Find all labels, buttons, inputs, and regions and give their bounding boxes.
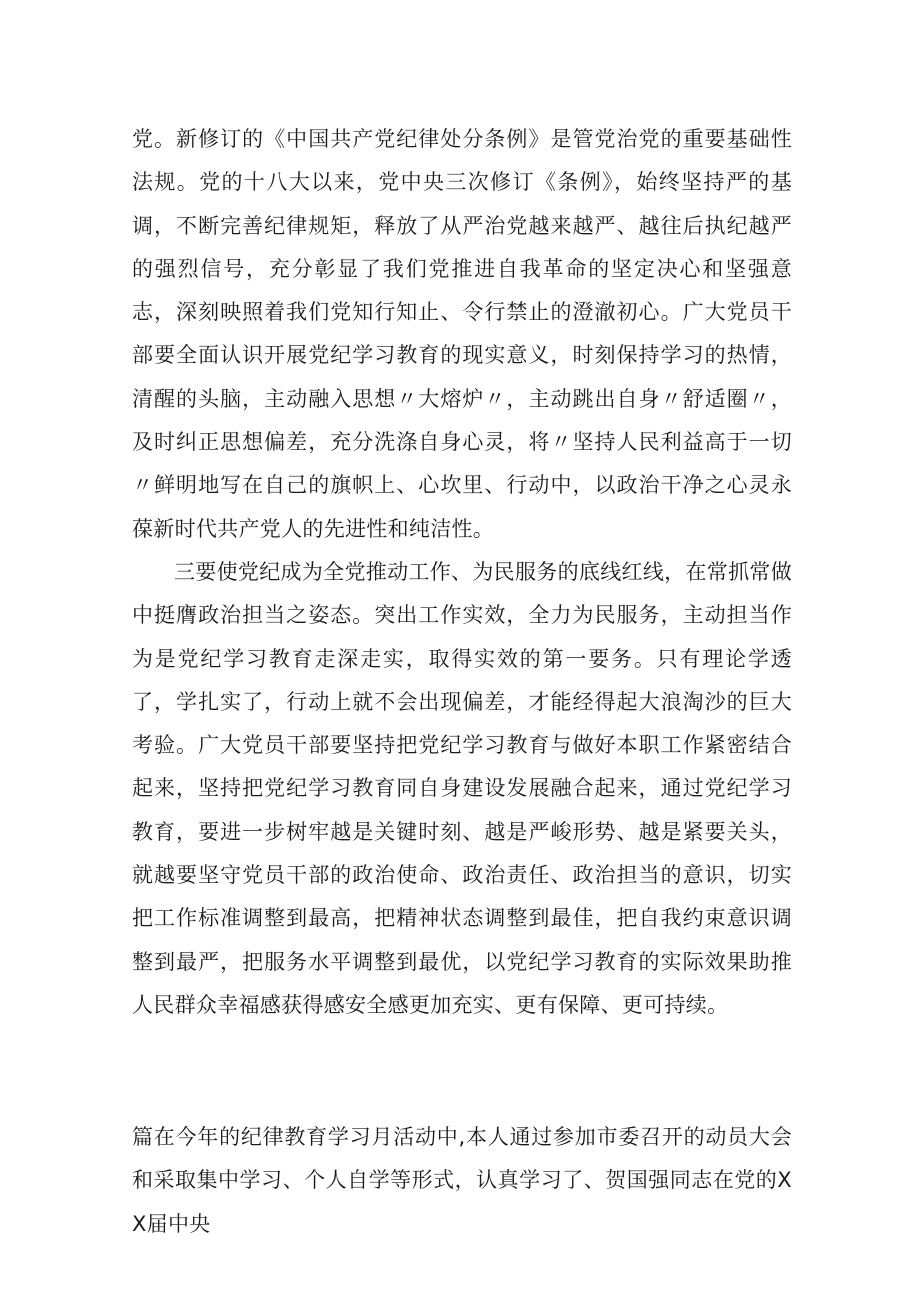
paragraph-party-discipline-regulations: 党。新修订的《中国共产党纪律处分条例》是管党治党的重要基础性法规。党的十八大以来，党中央三次修订《条例》，始终坚持严的基调，不断完善纪律规矩，释放了从严治党越来越严、越往后执纪越严的强烈信号，充分彰显了我们党推进自我革命的坚定决心和坚强意志，深刻映照着我们党知行知止、令行禁止的澄澈初心。广大党员干部要全面认识开展党纪学习教育的现实意义，时刻保持学习的热情，清醒的头脑，主动融入思想〃大熔炉〃，主动跳出自身〃舒适圈〃，及时纠正思想偏差，充分洗涤自身心灵，将〃坚持人民利益高于一切〃鲜明地写在自己的旗帜上、心坎里、行动中，以政治干净之心灵永葆新时代共产党人的先进性和纯洁性。 bbox=[132, 127, 792, 541]
paragraph-third-requirement: 三要使党纪成为全党推动工作、为民服务的底线红线，在常抓常做中挺膺政治担当之姿态。突出工作实效，全力为民服务，主动担当作为是党纪学习教育走深走实，取得实效的第一要务。只有理论学透了，学扎实了，行动上就不会出现偏差，才能经得起大浪淘沙的巨大考验。广大党员干部要坚持把党纪学习教育与做好本职工作紧密结合起来，坚持把党纪学习教育同自身建设发展融合起来，通过党纪学习教育，要进一步树牢越是关键时刻、越是严峻形势、越是紧要关头，就越要坚守党员干部的政治使命、政治责任、政治担当的意识，切实把工作标准调整到最高，把精神状态调整到最佳，把自我约束意识调整到最严，把服务水平调整到最优，以党纪学习教育的实际效果助推人民群众幸福感获得感安全感更加充实、更有保障、更可持续。 bbox=[132, 560, 792, 1017]
paragraph-study-month: 篇在今年的纪律教育学习月活动中,本人通过参加市委召开的动员大会和采取集中学习、个人自学等形式，认真学习了、贺国强同志在党的XX届中央 bbox=[132, 1125, 792, 1236]
